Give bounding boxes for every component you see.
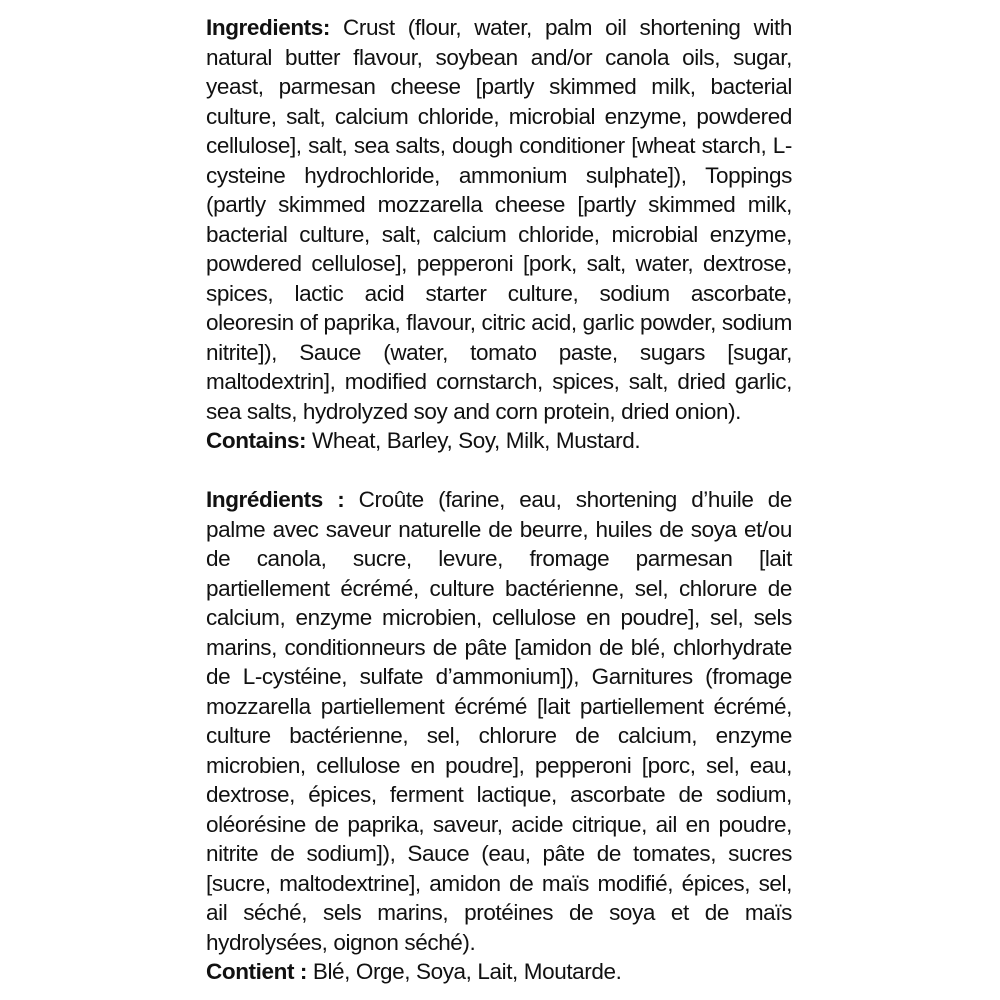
french-contains-paragraph <box>206 957 792 987</box>
french-section <box>206 485 792 987</box>
english-ingredients-paragraph <box>206 13 792 426</box>
english-contains-heading: Contains: <box>206 428 307 453</box>
english-ingredients-heading: Ingredients: <box>206 15 330 40</box>
english-ingredients-text: Crust (flour, water, palm oil shortening with natural butter flavour, soybean and/or canola oils, sugar, yeast, parmesan cheese [partly skimmed milk, bacterial culture, salt, calcium chloride, microbial enzyme, powdered cellulose], salt, sea salts, dough conditioner [wheat starch, L-cysteine hydrochloride, ammonium sulphate]), Toppings (partly skimmed mozzarella cheese [partly skimmed milk, bacterial culture, salt, calcium chloride, microbial enzyme, powdered cellulose], pepperoni [pork, salt, water, dextrose, spices, lactic acid starter culture, sodium ascorbate, oleoresin of paprika, flavour, citric acid, garlic powder, sodium nitrite]), Sauce (water, tomato paste, sugars [sugar, maltodextrin], modified cornstarch, spices, salt, dried garlic, sea salts, hydrolyzed soy and corn protein, dried onion). <box>206 15 792 424</box>
english-section <box>206 13 792 456</box>
french-ingredients-text: Croûte (farine, eau, shortening d’huile de palme avec saveur naturelle de beurre, huiles de soya et/ou de canola, sucre, levure, fromage parmesan [lait partiellement écrémé, culture bactérienne, sel, chlorure de calcium, enzyme microbien, cellulose en poudre], sel, sels marins, conditionneurs de pâte [amidon de blé, chlorhydrate de L-cystéine, sulfate d’ammonium]), Garnitures (fromage mozzarella partiellement écrémé [lait partiellement écrémé, culture bactérienne, sel, chlorure de calcium, enzyme microbien, cellulose en poudre], pepperoni [porc, sel, eau, dextrose, épices, ferment lactique, ascorbate de sodium, oléorésine de paprika, saveur, acide citrique, ail en poudre, nitrite de sodium]), Sauce (eau, pâte de tomates, sucres [sucre, maltodextrine], amidon de maïs modifié, épices, sel, ail séché, sels marins, protéines de soya et de maïs hydrolysées, oignon séché). <box>206 487 792 955</box>
ingredient-label <box>206 13 792 987</box>
section-spacer <box>206 456 792 486</box>
english-contains-text: Wheat, Barley, Soy, Milk, Mustard. <box>312 428 641 453</box>
french-ingredients-heading: Ingrédients : <box>206 487 345 512</box>
english-contains-paragraph <box>206 426 792 456</box>
french-contains-heading: Contient : <box>206 959 307 984</box>
french-contains-text: Blé, Orge, Soya, Lait, Moutarde. <box>312 959 622 984</box>
french-ingredients-paragraph <box>206 485 792 957</box>
